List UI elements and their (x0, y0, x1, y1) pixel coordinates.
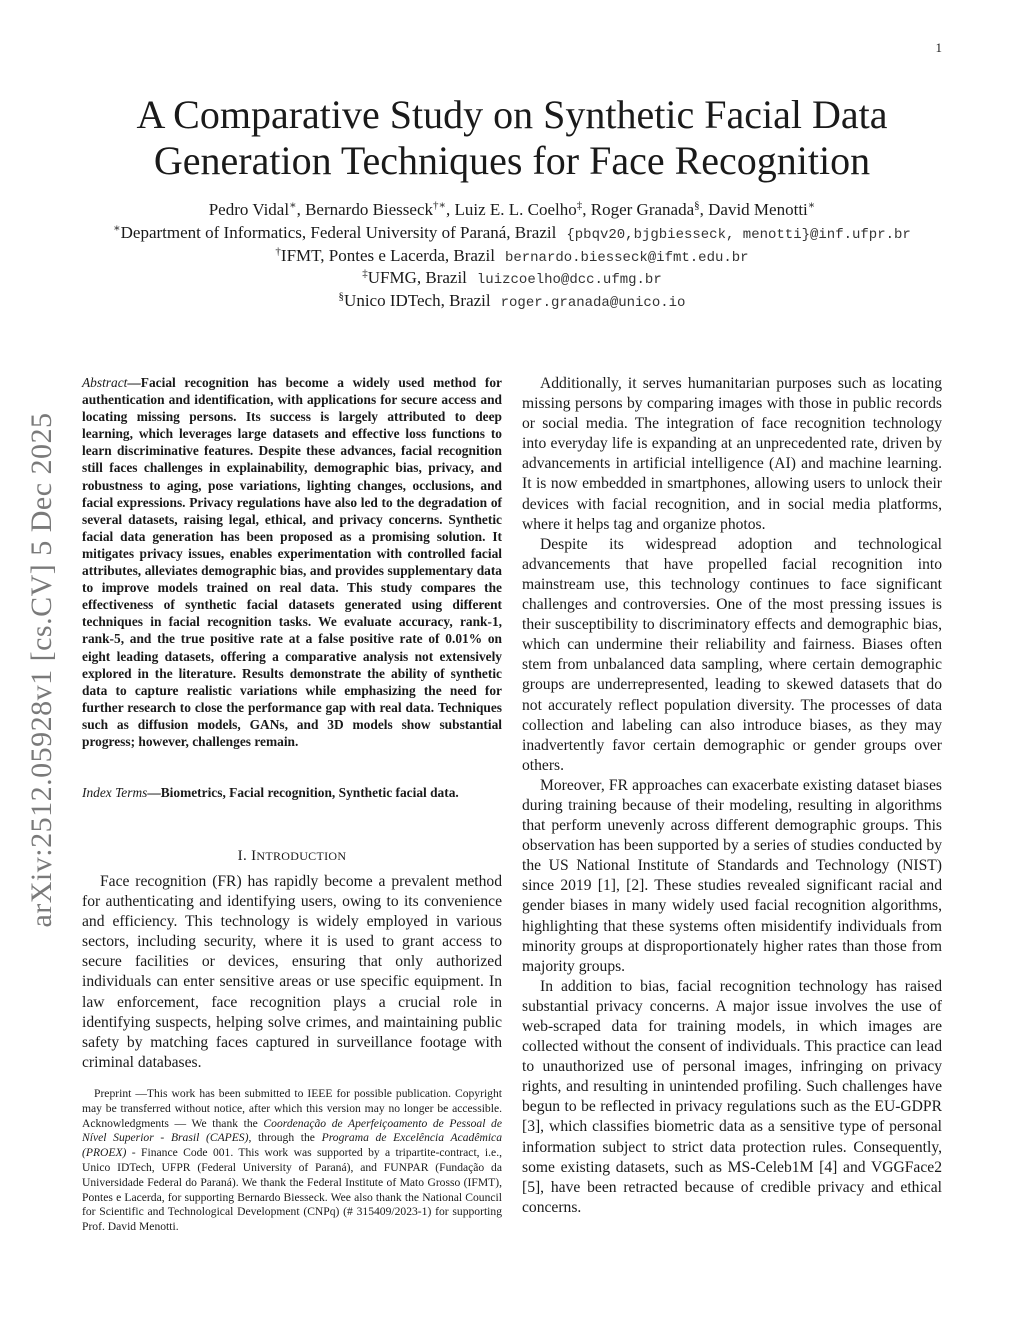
paragraph: Despite its widespread adoption and technological advancements that have propelled facial recognition into mainstream use, this technology continues to face significant challenges and controversies. One of the most pressing issues is their susceptibility to discriminatory effects and demographic bias, which can undermine their reliability and fairness. Biases often stem from unbalanced data sampling, where certain demographic groups are underrepresented, leading to skewed datasets that do not accurately reflect population diversity. The processes of data collection and labeling can also introduce biases, as they may inadvertently favor certain demographic or gender groups over others. (522, 535, 942, 774)
author-name: Luiz E. L. Coelho (454, 200, 577, 219)
affiliation-mark: § (338, 290, 345, 303)
section-heading (82, 848, 502, 865)
paragraph: Moreover, FR approaches can exacerbate existing dataset biases during training because of their modeling, resulting in algorithms that perform unevenly across different demographic groups. This observation has been supported by a series of studies conducted by the US National Institute of Standards and Technology (NIST) since 2019 [1], [2]. These studies revealed significant racial and gender biases in many widely used facial recognition algorithms, highlighting that these systems often misidentify individuals from minority groups at disproportionately higher rates than those from majority groups. (522, 776, 942, 975)
footnote-italic: Programa de Excelência Acadêmica (PROEX) (82, 1131, 502, 1160)
footnote-part: Preprint —This work has been submitted to IEEE for possible publication. Copyright may be transferred without notice, after which this version may no longer be accessible. Acknowledgments — We thank the (82, 1087, 502, 1130)
section-number: I. (237, 848, 248, 864)
footnote-part: - Finance Code 001. This work was supported by a tripartite-contract, i.e., Unico IDTech, UFPR (Federal University of Paraná), and FUNPAR (Fundação da Universidade Federal do Paraná). We thank the Federal Institute of Mato Grosso (IFMT), Pontes e Lacerda, for supporting Bernardo Biesseck. Wee also thank the National Council for Scientific and Technological Development (CNPq) (# 315409/2023-1) for supporting Prof. David Menotti. (82, 1146, 502, 1234)
author-list: Pedro Vidal∗, Bernardo Biesseck†∗, Luiz E. L. Coelho‡, Roger Granada§, David Menotti∗ (208, 199, 816, 219)
affiliation-email: bernardo.biesseck@ifmt.edu.br (504, 250, 749, 266)
affiliation-unico (0, 289, 1024, 315)
introduction-text (82, 872, 502, 1073)
affiliation-email: luizcoelho@dcc.ufmg.br (476, 272, 662, 288)
affiliation-mark: ‡ (362, 267, 368, 280)
affiliation-name: UFMG, Brazil (367, 268, 467, 287)
author-mark: § (694, 199, 700, 212)
arxiv-sidebar (12, 375, 72, 965)
affiliation-mark: ∗ (113, 222, 121, 235)
section-title-initial: I (251, 848, 257, 864)
abstract-label: Abstract (82, 375, 128, 390)
author-name: Roger Granada (590, 200, 695, 219)
paragraph: Face recognition (FR) has rapidly become a prevalent method for authenticating and identifying users, owing to its convenience and efficiency. This technology is widely employed in various sectors, including security, where it is used to grant access to secure facilities or devices, ensuring that only authorized individuals can enter sensitive areas or use specific equipment. In law enforcement, face recognition plays a crucial role in identifying suspects, helping solve crimes, and maintaining public safety by matching faces captured in surveillance footage with criminal databases. (82, 873, 502, 1071)
author-name: David Menotti (708, 200, 808, 219)
paragraph: Additionally, it serves humanitarian purposes such as locating missing persons by comparing images with those in public records or social media. The integration of face recognition technology into everyday life is expanding at an unprecedented rate, driven by advancements in artificial intelligence (AI) and machine learning. It is now embedded in smartphones, allowing users to unlock their devices with facial recognition, and in social media platforms, where it helps tag and organize photos. (522, 375, 942, 533)
affiliation-mark: † (275, 245, 281, 258)
author-mark: ‡ (576, 199, 583, 212)
paragraph: In addition to bias, facial recognition technology has raised substantial privacy concerns. A major issue involves the use of web-scraped data for training models, in which images are collected without the consent of individuals. This practice can lead to unauthorized use of personal images, infringing on privacy rights, and resulting in unintended profiling. Such challenges have begun to be reflected in privacy regulations such as the EU-GDPR [3], which classifies biometric data as a sensitive type of personal information subject to strict data protection rules. Consequently, some existing datasets, such as MS-Celeb1M [4] and VGGFace2 [5], have been retracted because of credible privacy and ethical concerns. (522, 977, 942, 1216)
footnote-text (82, 1087, 502, 1235)
affiliation-name: IFMT, Pontes e Lacerda, Brazil (280, 246, 495, 265)
index-terms (82, 784, 502, 801)
page-number: 1 (935, 40, 942, 55)
index-terms-text: —Biometrics, Facial recognition, Synthetic facial data. (147, 785, 459, 800)
author-mark: ∗ (807, 199, 816, 212)
abstract (82, 374, 502, 750)
author-name: Pedro Vidal (208, 200, 290, 219)
title-line-2: Generation Techniques for Face Recognition (153, 138, 871, 183)
abstract-text: —Facial recognition has become a widely used method for authentication and identification, with applications for secure access and locating missing persons. Its success is largely attributed to deep learning, which leverages large datasets and effective loss functions to learn discriminative features. Despite these advances, facial recognition still faces challenges in explainability, demographic bias, privacy, and robustness to aging, pose variations, lighting changes, occlusions, and facial expressions. Privacy regulations have also led to the degradation of several datasets, raising legal, ethical, and privacy concerns. Synthetic facial data generation has been proposed as a promising solution. It mitigates privacy issues, enables experimentation with controlled facial attributes, alleviates demographic bias, and provides supplementary data to improve models trained on real data. This study compares the effectiveness of synthetic facial datasets generated using different techniques in facial recognition tasks. We evaluate accuracy, rank-1, rank-5, and the true positive rate at a false positive rate of 0.01% on eight leading datasets, offering a comparative analysis not extensively explored in the literature. Results demonstrate the ability of synthetic data to capture realistic variations while emphasizing the need for further research to close the performance gap with real data. Techniques such as diffusion models, GANs, and 3D models show substantial progress; however, challenges remain. (82, 375, 502, 749)
affiliation-email: {pbqv20,bjgbiesseck, menotti}@inf.ufpr.br (566, 227, 911, 243)
right-column-text (522, 374, 942, 1218)
footnote (82, 1087, 502, 1235)
section-title-rest: NTRODUCTION (256, 849, 347, 863)
paper-title (0, 92, 1024, 184)
index-terms-label: Index Terms (82, 785, 148, 800)
author-name: Bernardo Biesseck (305, 200, 433, 219)
author-mark: †∗ (433, 199, 446, 212)
author-mark: ∗ (289, 199, 297, 212)
affiliation-name: Unico IDTech, Brazil (344, 291, 491, 310)
affiliation-email: roger.granada@unico.io (500, 295, 686, 311)
title-line-1: A Comparative Study on Synthetic Facial Data (136, 92, 888, 137)
affiliation-name: Department of Informatics, Federal University of Paraná, Brazil (120, 223, 557, 242)
footnote-italic: Coordenação de Aperfeiçoamento de Pessoal de Nível Superior - Brasil (CAPES) (82, 1116, 502, 1145)
arxiv-identifier: arXiv:2512.05928v1 [cs.CV] 5 Dec 2025 (25, 412, 58, 928)
footnote-part: , through the (248, 1131, 322, 1145)
